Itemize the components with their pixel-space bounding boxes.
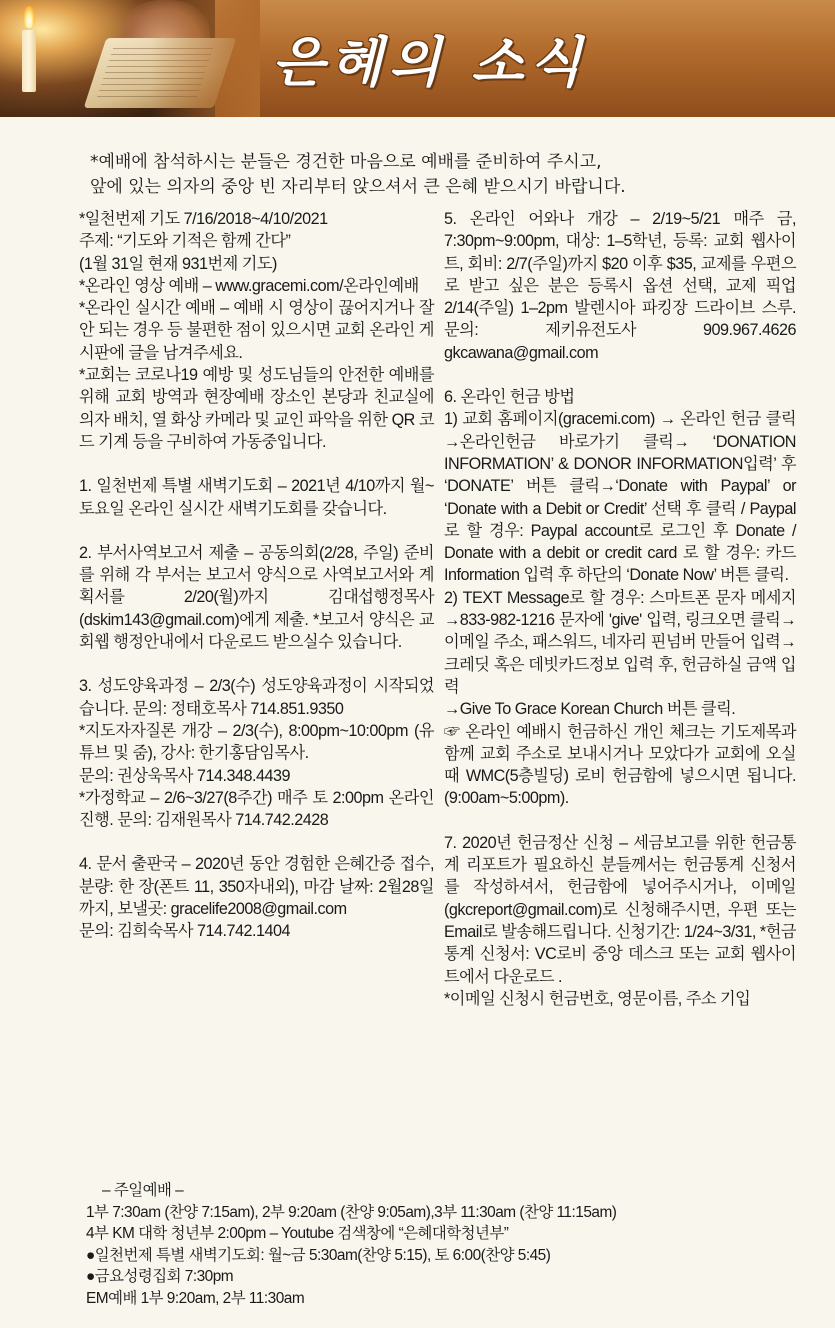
schedule-line: 4부 KM 대학 청년부 2:00pm – Youtube 검색창에 “은혜대학청년부” (86, 1225, 509, 1243)
notice-item-7: 7. 2020년 헌금정산 신청 – 세금보고를 위한 헌금통계 리포트가 필요하신 분들께서는 헌금통계 신청서를 작성하셔서, 헌금함에 넣어주시거나, 이메일(gkcreport@gmail.com)로 신청해주시면, 우편 또는 Email로 발송해드립니다. 신청기간: 1/24~3/31, *헌금통계 신청서: VC로비 중앙 데스크 또는 교회 웹사이트에서 다운로드 . *이메일 신청시 헌금번호, 영문이름, 주소 기입 (444, 833, 796, 1008)
notice-prayer-online: *일천번제 기도 7/16/2018~4/10/2021 주제: “기도와 기적은 함께 간다” (1월 31일 현재 931번제 기도) *온라인 영상 예배 – www.gracemi.com/온라인예배 *온라인 실시간 예배 – 예배 시 영상이 끊어지거나 잘 안 되는 경우 등 불편한 점이 있으시면 교회 온라인 게시판에 글을 남겨주세요. *교회는 코로나19 예방 및 성도님들의 안전한 예배를 위해 교회 방역과 현장예배 장소인 본당과 친교실에 의자 배치, 열 화상 카메라 및 교인 파악을 위한 QR 코드 기계 등을 구비하여 가동중입니다. (79, 210, 434, 451)
notice-item-5: 5. 온라인 어와나 개강 – 2/19~5/21 매주 금, 7:30pm~9:00pm, 대상: 1–5학년, 등록: 교회 웹사이트, 회비: 2/7(주일)까지 $20 이후 $35, 교제를 우편으로 받고 싶은 분은 등록시 옵션 선택, 교제 픽업 2/14(주일) 1–2pm 발렌시아 파킹장 드라이브 스루. 문의: 제키유전도사 909.967.4626 gkcawana@gmail.com (444, 210, 796, 362)
schedule-title: – 주일예배 – (102, 1182, 184, 1199)
candle-icon (22, 30, 36, 92)
schedule-line: EM예배 1부 9:20am, 2부 11:30am (86, 1289, 305, 1307)
intro-notice: *예배에 참석하시는 분들은 경건한 마음으로 예배를 준비하여 주시고, 앞에 있는 의자의 중앙 빈 자리부터 앉으셔서 큰 은혜 받으시기 바랍니다. (90, 152, 626, 197)
notice-item-6: 6. 온라인 헌금 방법 1) 교회 홈페이지(gracemi.com) → 온라인 헌금 클릭→온라인헌금 바로가기 클릭→ ‘DONATION INFORMATION’ & DONOR INFORMATION입력’ 후 ‘DONATE’ 버튼 클릭→‘Donate with Paypal’ or ‘Donate with a Debit or Credit’ 선택 후 클릭 / Paypal로 할 경우: Paypal account로 로그인 후 Donate / Donate with a debit or credit card 로 할 경우: 카드 Information 입력 후 하단의 ‘Donate Now’ 버튼 클릭. 2) TEXT Message로 할 경우: 스마트폰 문자 메세지→833-982-1216 문자에 'give' 입력, 링크오면 클릭→이메일 주소, 패스워드, 네자리 핀넘버 만들어 입력→크레딧 혹은 데빗카드정보 입력 후, 헌금하실 금액 입력 →Give To Grace Korean Church 버튼 클릭. ☞ 온라인 예배시 헌금하신 개인 체크는 기도제목과 함께 교회 주소로 보내시거나 모았다가 교회에 오실 때 WMC(5층빌딩) 로비 헌금함에 넣으시면 됩니다. (9:00am~5:00pm). (444, 388, 796, 808)
left-column (79, 208, 434, 965)
candle-flame-icon (23, 6, 35, 28)
schedule-line: ●금요성령집회 7:30pm (86, 1268, 234, 1286)
notice-item-4: 4. 문서 출판국 – 2020년 동안 경험한 은혜간증 접수, 분량: 한 장(폰트 11, 350자내외), 마감 날짜: 2월28일 까지, 보낼곳: gracelife2008@gmail.com 문의: 김희숙목사 714.742.1404 (79, 855, 434, 941)
worship-schedule (86, 1180, 806, 1310)
page-title: 은혜의 소식 (272, 30, 588, 94)
right-column (444, 208, 796, 1032)
notice-item-3: 3. 성도양육과정 – 2/3(수) 성도양육과정이 시작되었습니다. 문의: 정태호목사 714.851.9350 *지도자자질론 개강 – 2/3(수), 8:00pm~10:00pm (유튜브 및 줌), 강사: 한기홍담임목사. 문의: 권상욱목사 714.348.4439 *가정학교 – 2/6~3/27(8주간) 매주 토 2:00pm 온라인 진행. 문의: 김재원목사 714.742.2428 (79, 677, 434, 830)
schedule-line: 1부 7:30am (찬양 7:15am), 2부 9:20am (찬양 9:05am),3부 11:30am (찬양 11:15am) (86, 1203, 617, 1221)
schedule-line: ●일천번제 특별 새벽기도회: 월~금 5:30am(찬양 5:15), 토 6:00(찬양 5:45) (86, 1246, 551, 1264)
header-banner (0, 0, 835, 117)
banner-gradient (150, 0, 260, 117)
notice-item-1: 1. 일천번제 특별 새벽기도회 – 2021년 4/10까지 월~토요일 온라인 실시간 새벽기도회를 갖습니다. (79, 477, 434, 518)
notice-item-2: 2. 부서사역보고서 제출 – 공동의회(2/28, 주일) 준비를 위해 각 부서는 보고서 양식으로 사역보고서와 계획서를 2/20(월)까지 김대섭행정목사(dskim143@gmail.com)에게 제출. *보고서 양식은 교회웹 행정안내에서 다운로드 받으실수 있습니다. (79, 543, 434, 652)
